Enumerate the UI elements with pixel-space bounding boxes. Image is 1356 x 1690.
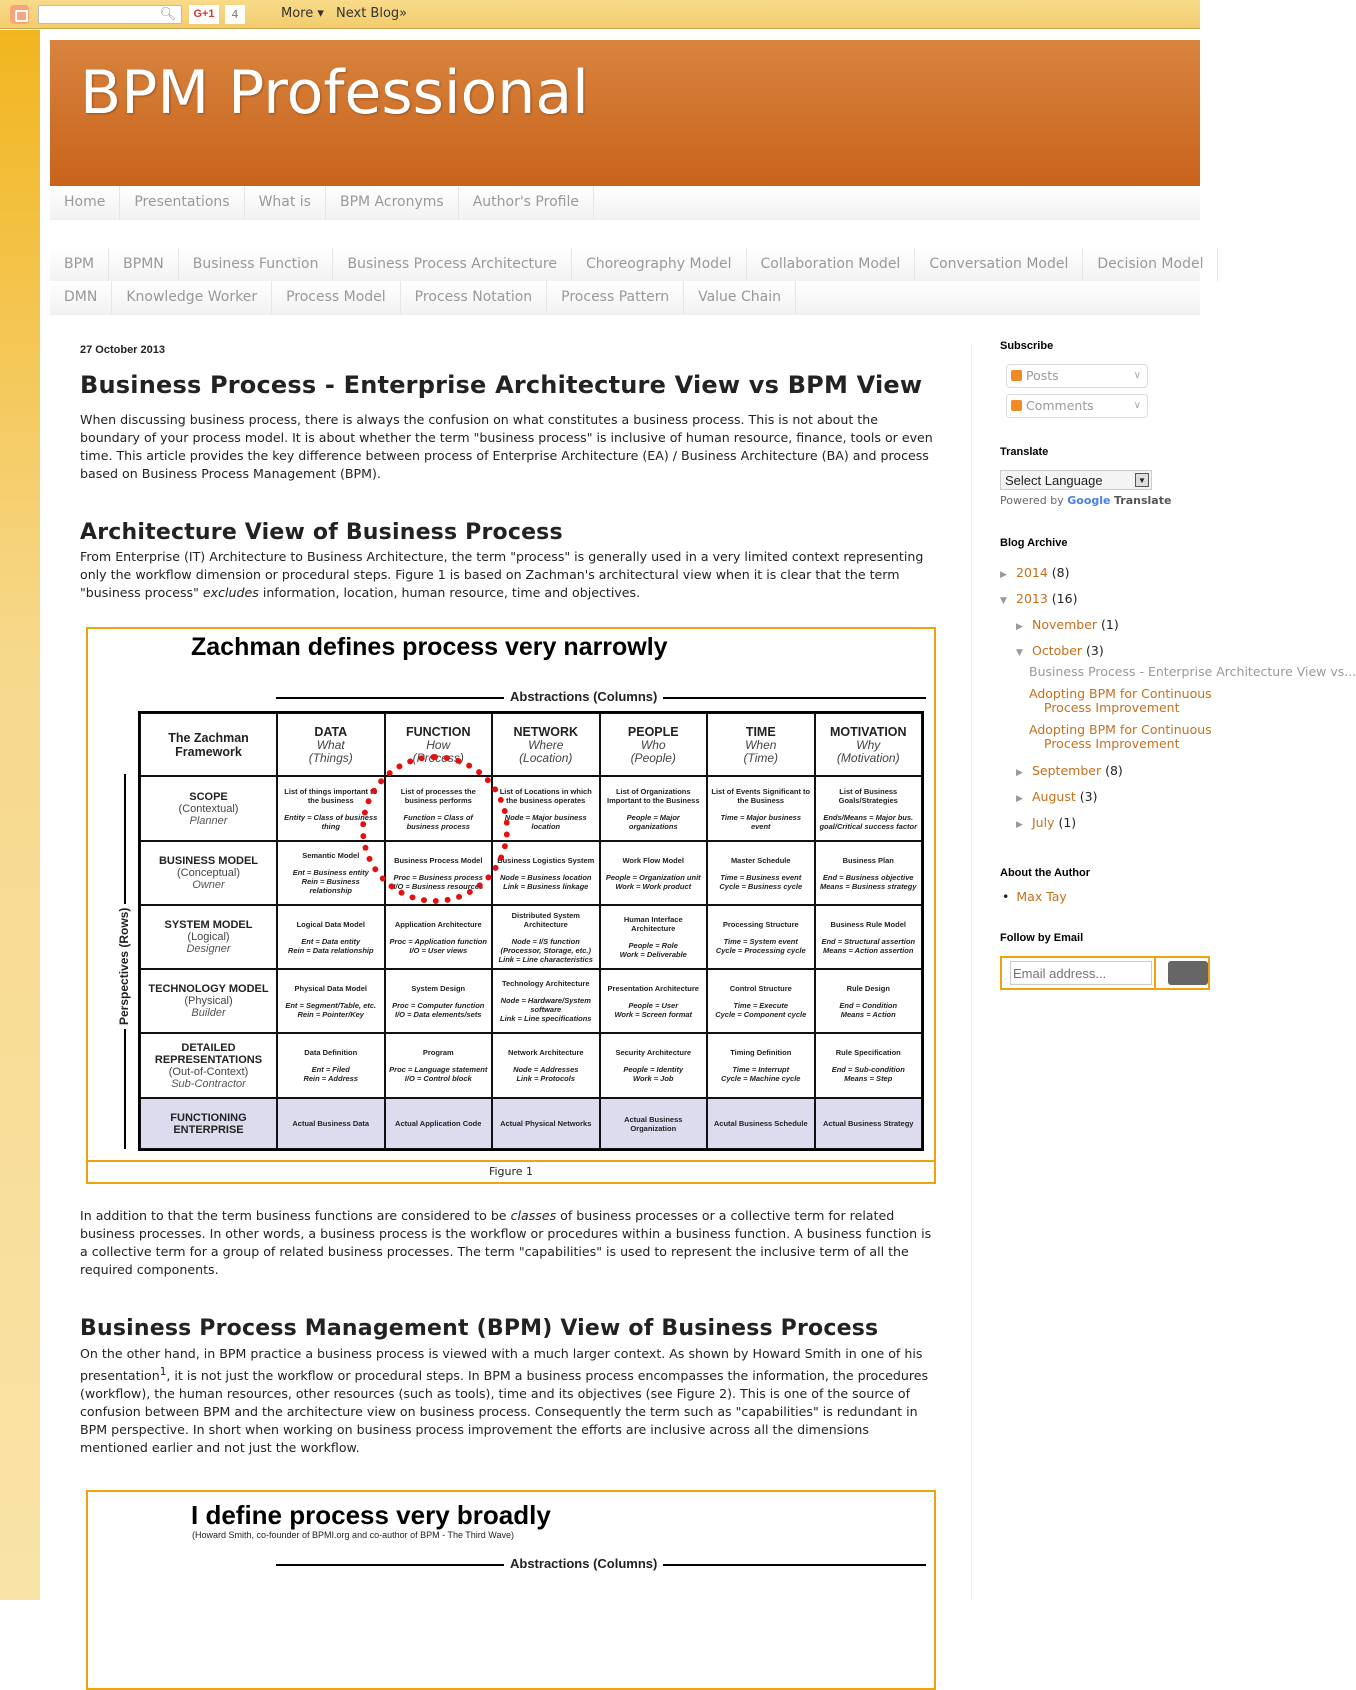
grid-cell: [815, 1098, 923, 1149]
cell-heading: Business Rule Model: [830, 919, 906, 929]
expand-icon[interactable]: ▶: [1016, 622, 1023, 632]
count: (3): [1086, 643, 1104, 658]
expand-icon[interactable]: ▶: [1016, 820, 1023, 830]
grid-cell: [385, 905, 493, 969]
grid-cell: [492, 1098, 600, 1149]
cell-body: End = Structural assertion Means = Action assertion: [821, 936, 916, 955]
grid-cell: [815, 776, 923, 841]
column-t: TIME: [745, 724, 776, 739]
row-role: Builder: [191, 1007, 226, 1019]
translate-title: Translate: [1000, 446, 1049, 458]
grid-cell: [815, 905, 923, 969]
footnote-ref[interactable]: 1: [159, 1366, 167, 1378]
cell-heading: Rule Design: [846, 983, 890, 993]
heading-architecture-view: Architecture View of Business Process: [80, 520, 563, 545]
grid-cell: [600, 1098, 708, 1149]
architecture-paragraph: [80, 548, 940, 602]
cell-heading: Rule Specification: [835, 1048, 901, 1057]
column-b: (Location): [519, 750, 573, 765]
cell-heading: Program: [422, 1048, 454, 1057]
text: From Enterprise (IT) Architecture to Business Architecture, the term "process" is generally used in a very limited context representing only the workflow dimension or procedural steps. Figure 1 is based on Zachman's architectural view when it is clear that the term "business process": [80, 549, 924, 600]
cell-body: Time = Interrupt Cycle = Machine cycle: [721, 1065, 801, 1083]
cell-heading: List of things important to the business: [284, 786, 378, 805]
row-subtitle: (Physical): [184, 995, 233, 1007]
post-title[interactable]: Business Process - Enterprise Architecture View vs BPM View: [80, 371, 923, 399]
column-header: [277, 713, 385, 776]
intro-paragraph: When discussing business process, there is always the confusion on what constitutes a business process. This is not about the boundary of your process model. It is about whether the term "business process" is inclusive of human resource, finance, tools or even time. This article provides the key difference between process of Enterprise Architecture (EA) / Business Architecture (BA) and process based on Business Process Management (BPM).: [80, 412, 933, 481]
cell-heading: Timing Definition: [730, 1048, 792, 1057]
tab-bpm[interactable]: BPM: [50, 248, 109, 281]
archive-2014[interactable]: [1000, 561, 1200, 587]
cell-body: People = Major organizations: [626, 812, 680, 831]
cell-heading: Physical Data Model: [294, 983, 368, 993]
column-t: DATA: [314, 724, 348, 739]
cell-body: Node = Addresses Link = Protocols: [513, 1065, 579, 1083]
figure-1-title: Zachman defines process very narrowly: [191, 633, 668, 661]
cell-heading: Actual Application Code: [395, 1119, 482, 1128]
link[interactable]: August: [1032, 789, 1076, 804]
cell-heading: List of processes the business performs: [400, 786, 476, 805]
perspectives-label: Perspectives (Rows): [117, 904, 131, 1029]
link[interactable]: October: [1032, 643, 1083, 658]
row-header: [140, 1098, 277, 1149]
cell-heading: Actual Physical Networks: [500, 1119, 592, 1128]
cell-heading: Application Architecture: [394, 919, 482, 929]
text: of business processes or a collective term for related business processes. In other words, a business process is the workflow or procedures within a business function. A business function is a collective term for a group of related business processes. The term "capabilities" is used to represent the inclusive term of all the required components.: [80, 1208, 932, 1277]
cell-heading: Technology Architecture: [501, 979, 590, 988]
column-header: [492, 713, 600, 776]
row-header: [140, 841, 277, 905]
cell-heading: Processing Structure: [722, 919, 799, 929]
count: (8): [1105, 763, 1123, 778]
page-background: [0, 30, 40, 1600]
tab-process-model[interactable]: Process Model: [272, 281, 401, 314]
dropdown-arrow-icon: ▼: [1135, 473, 1149, 487]
row-subtitle: (Conceptual): [177, 867, 240, 879]
google-logo: Google: [1067, 494, 1111, 507]
cell-body: Time = Major business event: [720, 812, 801, 831]
row-role: Designer: [186, 943, 231, 955]
count: (1): [1058, 815, 1077, 830]
text: Powered by: [1000, 494, 1064, 507]
grid-cell: [385, 969, 493, 1033]
grid-cell: [600, 776, 708, 841]
emphasis: excludes: [202, 585, 259, 600]
chevron-down-icon: ∨: [1133, 370, 1141, 381]
expand-icon[interactable]: ▶: [1000, 570, 1007, 580]
row-title: DETAILED REPRESENTATIONS: [154, 1041, 263, 1066]
grid-cell: [385, 1033, 493, 1098]
cell-body: End = Condition Means = Action: [839, 1000, 898, 1019]
row-header: [140, 905, 277, 969]
next-blog-link[interactable]: Next Blog»: [336, 6, 408, 21]
archive-post[interactable]: Adopting BPM for Continuous Process Improvement: [1029, 686, 1212, 715]
tab-dmn[interactable]: DMN: [50, 281, 112, 314]
text: information, location, human resource, time and objectives.: [258, 585, 641, 600]
heading-bpm-view: Business Process Management (BPM) View of Business Process: [80, 1316, 879, 1341]
grid-cell: [600, 841, 708, 905]
tab-process-pattern[interactable]: Process Pattern: [547, 281, 684, 314]
row-title: SYSTEM MODEL: [164, 919, 253, 931]
powered-by: [1000, 494, 1200, 507]
grid-cell: [277, 969, 385, 1033]
blog-title[interactable]: BPM Professional: [80, 58, 589, 128]
cell-body: Node = I/S function (Processor, Storage, etc.) Link = Line characteristics: [498, 936, 593, 964]
google-plus-count: 4: [225, 5, 245, 24]
labels-tabs-row1: [50, 248, 1204, 281]
follow-by-email-form: [1000, 956, 1210, 990]
column-a: Where: [528, 737, 564, 752]
collapse-icon[interactable]: ▼: [1016, 648, 1023, 658]
cell-body: Ends/Means = Major bus. goal/Critical success factor: [819, 812, 918, 831]
cell-heading: List of Events Significant to the Business: [711, 786, 811, 805]
tab-author-s-profile[interactable]: Author's Profile: [459, 186, 594, 219]
label: Comments: [1026, 398, 1094, 413]
column-a: What: [316, 737, 345, 752]
cell-body: Proc = Business process I/O = Business resources: [393, 872, 484, 891]
cell-body: Ent = Filed Rein = Address: [303, 1065, 359, 1083]
grid-cell: [707, 1098, 815, 1149]
row-title: BUSINESS MODEL: [158, 855, 258, 867]
cell-body: People = Organization unit Work = Work product: [605, 872, 701, 891]
cell-heading: Acutal Business Schedule: [713, 1119, 808, 1128]
pages-tabs: [50, 186, 1200, 220]
post: [80, 340, 940, 1571]
row-title: FUNCTIONING ENTERPRISE: [170, 1111, 247, 1136]
cell-heading: Logical Data Model: [296, 919, 365, 929]
figure-2-title: I define process very broadly: [191, 1500, 551, 1530]
text: In addition to that the term business functions are considered to be: [80, 1208, 511, 1223]
cell-heading: Control Structure: [729, 983, 792, 993]
functions-paragraph: [80, 1207, 940, 1279]
process-highlight-circle: [360, 750, 510, 904]
grid-cell: [815, 1033, 923, 1098]
grid-cell: [492, 905, 600, 969]
row-title: SCOPE: [189, 790, 228, 803]
author-item: [1000, 889, 1200, 904]
link[interactable]: September: [1032, 763, 1102, 778]
cell-body: Node = Hardware/System software Link = Line specifications: [500, 996, 592, 1023]
grid-cell: [600, 1033, 708, 1098]
column-t: MOTIVATION: [829, 724, 907, 739]
tab-process-notation[interactable]: Process Notation: [401, 281, 547, 314]
cell-body: People = Role Work = Deliverable: [619, 941, 687, 959]
blogger-logo-icon[interactable]: [10, 5, 29, 24]
column-header: [600, 713, 708, 776]
label: Select Language: [1005, 473, 1103, 488]
tab-bpmn[interactable]: BPMN: [109, 248, 179, 281]
cell-heading: Distributed System Architecture: [511, 910, 580, 929]
figure-1-caption: Figure 1: [88, 1160, 934, 1182]
row-role: Planner: [189, 814, 228, 827]
grid-cell: [707, 905, 815, 969]
grid-cell: [277, 1098, 385, 1149]
zachman-corner: [140, 713, 277, 776]
tab-business-function[interactable]: Business Function: [179, 248, 334, 281]
tab-presentations[interactable]: Presentations: [120, 186, 244, 219]
expand-icon[interactable]: ▶: [1016, 794, 1023, 804]
corner-label: The Zachman Framework: [168, 730, 249, 759]
cell-heading: Actual Business Data: [292, 1119, 370, 1128]
cell-body: Proc = Application function I/O = User views: [389, 936, 487, 955]
count: (16): [1051, 591, 1078, 606]
archive-post-current[interactable]: Business Process - Enterprise Architecture View vs...: [1029, 664, 1356, 679]
archive-jul[interactable]: [1000, 811, 1200, 837]
subscribe-title: Subscribe: [1000, 340, 1054, 352]
figure-2-subtitle: (Howard Smith, co-founder of BPMI.org and co-author of BPM - The Third Wave): [192, 1530, 514, 1540]
column-a: When: [745, 737, 777, 752]
grid-cell: [707, 776, 815, 841]
bullet: •: [1002, 889, 1010, 904]
column-a: Who: [640, 737, 666, 752]
tab-bpm-acronyms[interactable]: BPM Acronyms: [326, 186, 459, 219]
more-menu[interactable]: More ▾: [281, 6, 324, 21]
follow-title: Follow by Email: [1000, 932, 1084, 944]
collapse-icon[interactable]: ▼: [1000, 596, 1007, 606]
cell-body: Node = Business location Link = Business linkage: [500, 872, 592, 891]
column-a: Why: [856, 737, 881, 752]
row-header: [140, 1033, 277, 1098]
grid-cell: [492, 1033, 600, 1098]
column-b: (Things): [308, 750, 353, 765]
cell-heading: Semantic Model: [302, 851, 360, 860]
labels-tabs-row2: [50, 281, 1200, 315]
zachman-framework-grid: [138, 711, 924, 1151]
archive-aug[interactable]: [1000, 785, 1200, 811]
archive-oct[interactable]: [1000, 639, 1200, 665]
bpm-paragraph: [80, 1345, 940, 1457]
row-subtitle: (Out-of-Context): [168, 1065, 249, 1078]
column-a: How: [426, 737, 451, 752]
author-link[interactable]: Max Tay: [1016, 889, 1067, 904]
cell-body: Proc = Language statement I/O = Control block: [389, 1065, 488, 1083]
tab-value-chain[interactable]: Value Chain: [684, 281, 796, 314]
about-title: About the Author: [1000, 867, 1091, 879]
rss-icon: [1011, 370, 1022, 381]
cell-body: Ent = Data entity Rein = Data relationship: [287, 936, 374, 955]
cell-body: Ent = Business entity Rein = Business relationship: [292, 868, 369, 895]
subscribe-comments-button[interactable]: [1006, 394, 1148, 418]
blog-search-input[interactable]: [38, 5, 182, 24]
link[interactable]: 2014: [1016, 565, 1048, 580]
cell-body: People = User Work = Screen format: [614, 1000, 693, 1019]
cell-heading: List of Organizations Important to the Business: [606, 786, 700, 805]
text: , it is not just the workflow or procedural steps. In BPM a business process encompasses the information, the procedures (workflow), the human resources, other resources (such as tools), time and its objectives (see Figure 2). This is one of the source of confusion between BPM and the architecture view on business process. Consequently the term such as "capabilities" is redundant in BPM perspective. In short when working on business process improvement the efforts are inclusive across all the dimensions mentioned earlier and not just the workflow.: [80, 1368, 929, 1456]
column-b: (People): [630, 750, 676, 765]
rss-icon: [1011, 400, 1022, 411]
cell-heading: Data Definition: [304, 1048, 358, 1057]
column-b: (Motivation): [836, 750, 900, 765]
grid-cell: [707, 969, 815, 1033]
link[interactable]: July: [1032, 815, 1055, 830]
grid-cell: [492, 969, 600, 1033]
column-t: FUNCTION: [405, 724, 471, 739]
row-title: TECHNOLOGY MODEL: [148, 983, 269, 995]
cell-body: Time = Execute Cycle = Component cycle: [715, 1000, 807, 1019]
submit-button[interactable]: [1168, 961, 1208, 985]
divider: [1154, 956, 1156, 990]
cell-heading: Actual Business Strategy: [823, 1119, 914, 1128]
translate-link[interactable]: Translate: [1114, 494, 1172, 507]
sidebar: [1000, 340, 1356, 990]
cell-body: Entity = Class of business thing: [284, 812, 378, 831]
blog-archive: [1000, 561, 1356, 837]
chevron-down-icon: ∨: [1133, 400, 1141, 411]
count: (3): [1079, 789, 1098, 804]
cell-body: Time = Business event Cycle = Business cycle: [719, 872, 803, 891]
cell-heading: Security Architecture: [615, 1048, 692, 1057]
cell-heading: List of Locations in which the business operates: [499, 786, 592, 805]
grid-cell: [277, 1033, 385, 1098]
tab-conversation-model[interactable]: Conversation Model: [915, 248, 1083, 281]
tab-business-process-architecture[interactable]: Business Process Architecture: [333, 248, 571, 281]
cell-body: People = Identity Work = Job: [623, 1065, 684, 1083]
cell-body: Function = Class of business process: [403, 812, 473, 831]
archive-post[interactable]: Adopting BPM for Continuous Process Improvement: [1029, 722, 1212, 751]
expand-icon[interactable]: ▶: [1016, 768, 1023, 778]
cell-heading: Business Logistics System: [497, 855, 595, 865]
grid-cell: [815, 841, 923, 905]
language-select[interactable]: [1000, 470, 1152, 490]
row-header: [140, 776, 277, 841]
tab-collaboration-model[interactable]: Collaboration Model: [747, 248, 916, 281]
tab-choreography-model[interactable]: Choreography Model: [572, 248, 747, 281]
cell-heading: Network Architecture: [507, 1048, 584, 1057]
blog-header: [50, 40, 1200, 186]
tab-what-is[interactable]: What is: [245, 186, 326, 219]
cell-body: Time = System event Cycle = Processing cycle: [715, 936, 806, 955]
post-date: 27 October 2013: [80, 344, 165, 356]
row-subtitle: (Contextual): [178, 802, 239, 815]
row-role: Sub-Contractor: [171, 1077, 246, 1090]
column-t: NETWORK: [513, 724, 579, 739]
emphasis: classes: [510, 1208, 557, 1223]
cell-heading: Actual Business Organization: [624, 1114, 683, 1133]
cell-heading: Work Flow Model: [622, 855, 685, 865]
grid-cell: [277, 905, 385, 969]
tab-decision-model[interactable]: Decision Model: [1083, 248, 1218, 281]
email-input[interactable]: [1010, 961, 1152, 985]
figure-2: [86, 1490, 936, 1690]
cell-body: Node = Major business location: [504, 812, 587, 831]
blogger-navbar: [0, 0, 1200, 29]
grid-cell: [385, 1098, 493, 1149]
column-header: [707, 713, 815, 776]
row-subtitle: (Logical): [187, 931, 230, 943]
archive-sep[interactable]: [1000, 759, 1200, 785]
sidebar-divider: [971, 345, 972, 1600]
archive-nov[interactable]: [1000, 613, 1200, 639]
tab-knowledge-worker[interactable]: Knowledge Worker: [112, 281, 272, 314]
cell-heading: List of Business Goals/Strategies: [838, 786, 898, 805]
search-icon[interactable]: 🔍︎: [159, 7, 176, 22]
cell-body: Proc = Computer function I/O = Data elements/sets: [392, 1000, 485, 1019]
text: On the other hand, in BPM practice a business process is viewed with a much larger context. As shown by Howard Smith in one of his presentation: [80, 1346, 923, 1384]
row-header: [140, 969, 277, 1033]
column-header: [815, 713, 923, 776]
archive-title: Blog Archive: [1000, 537, 1068, 549]
column-b: (Process): [412, 750, 464, 765]
grid-cell: [815, 969, 923, 1033]
cell-heading: Master Schedule: [730, 855, 791, 865]
count: (8): [1051, 565, 1070, 580]
figure-1: [86, 627, 936, 1184]
count: (1): [1101, 617, 1119, 632]
cell-heading: Presentation Architecture: [607, 983, 699, 993]
grid-cell: [600, 905, 708, 969]
column-b: (Time): [743, 750, 779, 765]
abstractions-label: Abstractions (Columns): [504, 1556, 663, 1571]
tab-home[interactable]: Home: [50, 186, 120, 219]
cell-body: End = Sub-condition Means = Step: [831, 1065, 905, 1083]
cell-heading: Human Interface Architecture: [623, 915, 683, 933]
cell-heading: Business Plan: [842, 855, 894, 865]
link[interactable]: 2013: [1016, 591, 1048, 606]
archive-2013[interactable]: [1000, 587, 1200, 613]
grid-cell: [492, 841, 600, 905]
label: Posts: [1026, 368, 1059, 383]
column-t: PEOPLE: [627, 724, 679, 739]
cell-body: End = Business objective Means = Business strategy: [819, 872, 917, 891]
grid-cell: [707, 1033, 815, 1098]
abstractions-label: Abstractions (Columns): [504, 689, 663, 704]
row-role: Owner: [192, 879, 225, 891]
google-plus-button[interactable]: G+1: [189, 5, 219, 24]
grid-cell: [600, 969, 708, 1033]
grid-cell: [707, 841, 815, 905]
subscribe-posts-button[interactable]: [1006, 364, 1148, 388]
cell-body: Ent = Segment/Table, etc. Rein = Pointer/Key: [285, 1000, 377, 1019]
cell-heading: Business Process Model: [394, 855, 483, 865]
link[interactable]: November: [1032, 617, 1098, 632]
cell-heading: System Design: [411, 983, 466, 993]
